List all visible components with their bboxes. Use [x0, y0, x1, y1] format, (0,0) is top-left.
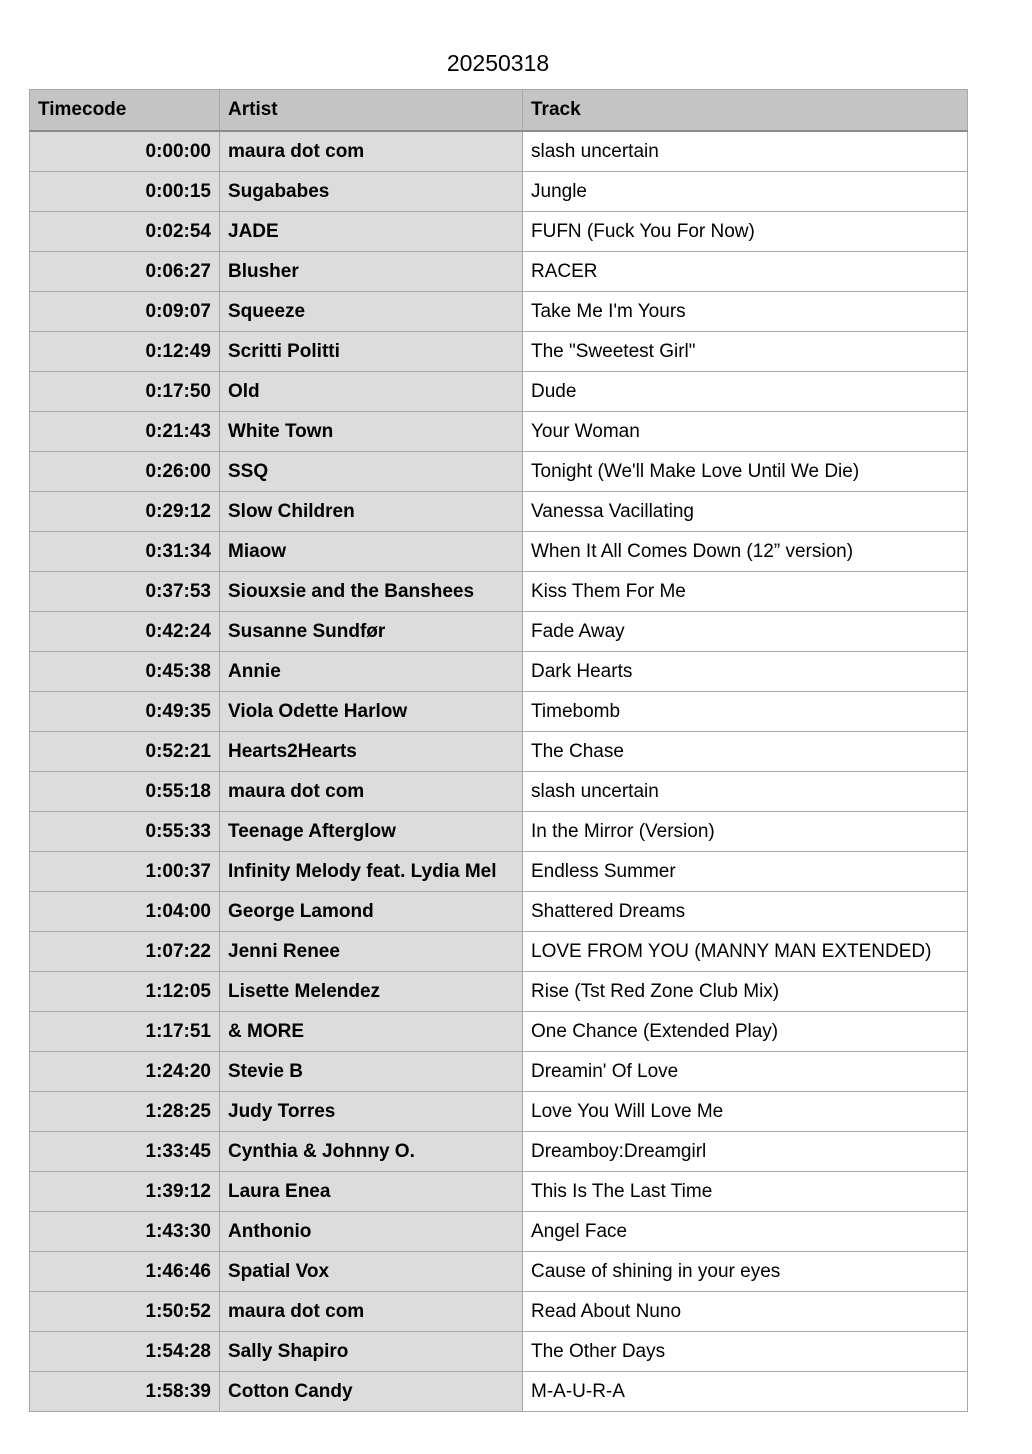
artist-cell: Sugababes — [220, 172, 523, 212]
timecode-cell: 1:33:45 — [30, 1132, 220, 1172]
timecode-cell: 1:07:22 — [30, 932, 220, 972]
artist-cell: Cotton Candy — [220, 1372, 523, 1412]
artist-cell: Teenage Afterglow — [220, 812, 523, 852]
track-cell: Dreamin' Of Love — [523, 1052, 968, 1092]
artist-cell: Judy Torres — [220, 1092, 523, 1132]
table-row — [30, 612, 968, 652]
artist-cell: Spatial Vox — [220, 1252, 523, 1292]
table-row — [30, 892, 968, 932]
track-cell: Fade Away — [523, 612, 968, 652]
table-row — [30, 812, 968, 852]
track-cell: M-A-U-R-A — [523, 1372, 968, 1412]
table-row — [30, 572, 968, 612]
table-row — [30, 452, 968, 492]
timecode-cell: 1:00:37 — [30, 852, 220, 892]
timecode-cell: 0:55:18 — [30, 772, 220, 812]
column-header-artist: Artist — [220, 90, 523, 132]
artist-cell: Infinity Melody feat. Lydia Mel — [220, 852, 523, 892]
artist-cell: Susanne Sundfør — [220, 612, 523, 652]
artist-cell: Squeeze — [220, 292, 523, 332]
artist-cell: White Town — [220, 412, 523, 452]
track-cell: Vanessa Vacillating — [523, 492, 968, 532]
track-cell: Read About Nuno — [523, 1292, 968, 1332]
artist-cell: Blusher — [220, 252, 523, 292]
table-row — [30, 412, 968, 452]
track-cell: LOVE FROM YOU (MANNY MAN EXTENDED) — [523, 932, 968, 972]
track-cell: Take Me I'm Yours — [523, 292, 968, 332]
table-row — [30, 492, 968, 532]
track-cell: Love You Will Love Me — [523, 1092, 968, 1132]
timecode-cell: 1:54:28 — [30, 1332, 220, 1372]
tracklist-table — [29, 89, 968, 1412]
table-row — [30, 1172, 968, 1212]
timecode-cell: 0:12:49 — [30, 332, 220, 372]
timecode-cell: 0:31:34 — [30, 532, 220, 572]
table-row — [30, 732, 968, 772]
table-row — [30, 972, 968, 1012]
track-cell: One Chance (Extended Play) — [523, 1012, 968, 1052]
timecode-cell: 1:39:12 — [30, 1172, 220, 1212]
table-row — [30, 212, 968, 252]
artist-cell: Slow Children — [220, 492, 523, 532]
track-cell: RACER — [523, 252, 968, 292]
artist-cell: George Lamond — [220, 892, 523, 932]
artist-cell: SSQ — [220, 452, 523, 492]
artist-cell: Lisette Melendez — [220, 972, 523, 1012]
artist-cell: Annie — [220, 652, 523, 692]
timecode-cell: 1:04:00 — [30, 892, 220, 932]
artist-cell: Old — [220, 372, 523, 412]
track-cell: The Other Days — [523, 1332, 968, 1372]
timecode-cell: 1:24:20 — [30, 1052, 220, 1092]
table-row — [30, 332, 968, 372]
timecode-cell: 0:45:38 — [30, 652, 220, 692]
track-cell: Rise (Tst Red Zone Club Mix) — [523, 972, 968, 1012]
artist-cell: Scritti Politti — [220, 332, 523, 372]
table-row — [30, 1252, 968, 1292]
track-cell: slash uncertain — [523, 131, 968, 172]
track-cell: Dreamboy:Dreamgirl — [523, 1132, 968, 1172]
table-row — [30, 252, 968, 292]
table-row — [30, 1212, 968, 1252]
track-cell: When It All Comes Down (12” version) — [523, 532, 968, 572]
table-row — [30, 1052, 968, 1092]
artist-cell: maura dot com — [220, 131, 523, 172]
table-row — [30, 131, 968, 172]
artist-cell: Stevie B — [220, 1052, 523, 1092]
table-header-row — [30, 90, 968, 132]
page-title: 20250318 — [446, 50, 550, 76]
timecode-cell: 1:28:25 — [30, 1092, 220, 1132]
table-row — [30, 1012, 968, 1052]
timecode-cell: 1:43:30 — [30, 1212, 220, 1252]
track-cell: In the Mirror (Version) — [523, 812, 968, 852]
table-row — [30, 372, 968, 412]
table-row — [30, 1132, 968, 1172]
column-header-timecode: Timecode — [30, 90, 220, 132]
timecode-cell: 0:17:50 — [30, 372, 220, 412]
timecode-cell: 0:49:35 — [30, 692, 220, 732]
timecode-cell: 0:02:54 — [30, 212, 220, 252]
timecode-cell: 0:42:24 — [30, 612, 220, 652]
artist-cell: Laura Enea — [220, 1172, 523, 1212]
timecode-cell: 0:55:33 — [30, 812, 220, 852]
artist-cell: Anthonio — [220, 1212, 523, 1252]
table-row — [30, 772, 968, 812]
timecode-cell: 1:17:51 — [30, 1012, 220, 1052]
track-cell: Jungle — [523, 172, 968, 212]
track-cell: Dude — [523, 372, 968, 412]
table-row — [30, 1092, 968, 1132]
track-cell: Angel Face — [523, 1212, 968, 1252]
column-header-track: Track — [523, 90, 968, 132]
artist-cell: Jenni Renee — [220, 932, 523, 972]
artist-cell: Miaow — [220, 532, 523, 572]
track-cell: Shattered Dreams — [523, 892, 968, 932]
timecode-cell: 1:58:39 — [30, 1372, 220, 1412]
timecode-cell: 0:09:07 — [30, 292, 220, 332]
track-cell: Timebomb — [523, 692, 968, 732]
table-row — [30, 172, 968, 212]
table-row — [30, 1332, 968, 1372]
timecode-cell: 1:50:52 — [30, 1292, 220, 1332]
timecode-cell: 0:26:00 — [30, 452, 220, 492]
artist-cell: Cynthia & Johnny O. — [220, 1132, 523, 1172]
table-row — [30, 1372, 968, 1412]
table-row — [30, 292, 968, 332]
timecode-cell: 0:29:12 — [30, 492, 220, 532]
timecode-cell: 0:00:00 — [30, 131, 220, 172]
artist-cell: Siouxsie and the Banshees — [220, 572, 523, 612]
table-row — [30, 1292, 968, 1332]
artist-cell: Hearts2Hearts — [220, 732, 523, 772]
table-body — [30, 131, 968, 1412]
timecode-cell: 0:37:53 — [30, 572, 220, 612]
track-cell: Cause of shining in your eyes — [523, 1252, 968, 1292]
track-cell: This Is The Last Time — [523, 1172, 968, 1212]
timecode-cell: 0:21:43 — [30, 412, 220, 452]
track-cell: The "Sweetest Girl" — [523, 332, 968, 372]
track-cell: Your Woman — [523, 412, 968, 452]
track-cell: Kiss Them For Me — [523, 572, 968, 612]
table-row — [30, 652, 968, 692]
artist-cell: JADE — [220, 212, 523, 252]
timecode-cell: 1:46:46 — [30, 1252, 220, 1292]
track-cell: The Chase — [523, 732, 968, 772]
track-cell: Tonight (We'll Make Love Until We Die) — [523, 452, 968, 492]
artist-cell: & MORE — [220, 1012, 523, 1052]
artist-cell: maura dot com — [220, 772, 523, 812]
timecode-cell: 0:52:21 — [30, 732, 220, 772]
artist-cell: maura dot com — [220, 1292, 523, 1332]
track-cell: Endless Summer — [523, 852, 968, 892]
table-row — [30, 932, 968, 972]
track-cell: slash uncertain — [523, 772, 968, 812]
timecode-cell: 0:00:15 — [30, 172, 220, 212]
table-row — [30, 852, 968, 892]
track-cell: Dark Hearts — [523, 652, 968, 692]
timecode-cell: 1:12:05 — [30, 972, 220, 1012]
track-cell: FUFN (Fuck You For Now) — [523, 212, 968, 252]
artist-cell: Sally Shapiro — [220, 1332, 523, 1372]
table-row — [30, 532, 968, 572]
artist-cell: Viola Odette Harlow — [220, 692, 523, 732]
timecode-cell: 0:06:27 — [30, 252, 220, 292]
table-row — [30, 692, 968, 732]
